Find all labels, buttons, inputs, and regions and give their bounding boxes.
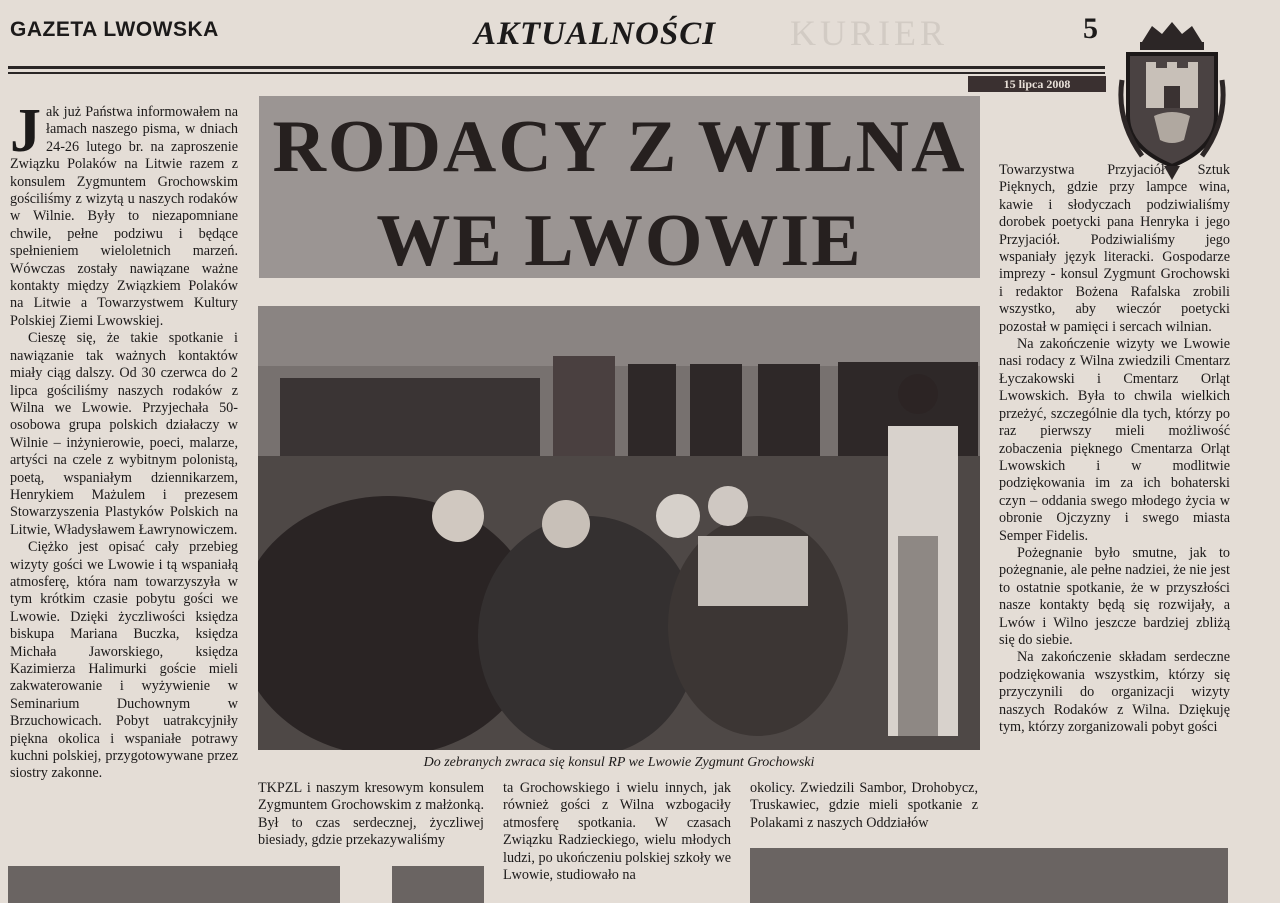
date-stamp: 15 lipca 2008: [968, 76, 1106, 92]
bottom-photo-right: [750, 848, 1228, 903]
drop-cap: J: [10, 97, 41, 165]
page-number: 5: [1083, 12, 1098, 45]
headline-line-1: RODACY Z WILNA: [272, 106, 967, 188]
lwow-coat-of-arms-icon: [1112, 20, 1232, 180]
article-column-5: [999, 162, 1230, 736]
article-column-2: [258, 780, 484, 850]
header-rule-thin: [8, 72, 1105, 74]
masthead: GAZETA LWOWSKA: [10, 18, 219, 41]
paragraph: TKPZL i naszym kresowym konsulem Zygmuntem Grochowskim z małżonką. Był to czas serdecznej, życzliwej biesiady, gdzie przekazywaliśmy: [258, 780, 484, 849]
bottom-photo-left: [8, 866, 340, 903]
article-photo: [258, 306, 980, 750]
header-rule: [8, 66, 1105, 69]
article-column-3: [503, 780, 731, 884]
paragraph: ta Grochowskiego i wielu innych, jak również gości z Wilna wzbogaciły atmosferę spotkania. W czasach Związku Radzieckiego, wielu młodych ludzi, po ukończeniu polskiej szkoły we Lwowie, studiowało na: [503, 780, 731, 884]
bottom-photo-mid: [392, 866, 484, 903]
paragraph: Na zakończenie wizyty we Lwowie nasi rodacy z Wilna zwiedzili Cmentarz Łyczakowski i Cmentarz Orląt Lwowskich. Była to chwila wielkich przeżyć, szczególnie dla tych, którzy po raz pierwszy mieli możliwość zobaczenia pięknego Cmentarza Orląt Lwowskich i w modlitwie podziękowania im za ich bohaterski czyn – oddania swego młodego życia w obronie Ojczyzny i swego miasta Semper Fidelis.: [999, 336, 1230, 544]
section-title: AKTUALNOŚCI: [474, 16, 717, 52]
paragraph: Cieszę się, że takie spotkanie i nawiązanie tak ważnych kontaktów miały ciąg dalszy. Od 30 czerwca do 2 lipca gościliśmy naszych rodaków z Wilna we Lwowie. Przyjechała 50-osobowa grupa polskich działaczy w Wilnie – inżynierowie, poeci, malarze, artyści na czele z wybitnym polonistą, poetą, wspaniałym dziennikarzem, Henrykiem Mażulem i prezesem Stowarzyszenia Plastyków Polskich na Litwie, Władysławem Ławrynowiczem.: [10, 330, 238, 538]
paragraph: Ciężko jest opisać cały przebieg wizyty gości we Lwowie i tą wspaniałą atmosferę, która nam towarzyszyła w tym krótkim czasie pobytu gości we Lwowie. Dzięki życzliwości księdza biskupa Mariana Buczka, księdza Michała Jaworskiego, księdza Kazimierza Halimurki goście mieli zakwaterowanie i wyżywienie w Seminarium Duchownym w Brzuchowicach. Pobyt uatrakcyjniły piękna okolica i wspaniałe potrawy kuchni polskiej, przygotowywane przez siostry zakonne.: [10, 539, 238, 782]
article-headline: [259, 100, 980, 288]
photo-caption: Do zebranych zwraca się konsul RP we Lwowie Zygmunt Grochowski: [423, 755, 815, 770]
photo-illustration: [258, 306, 980, 750]
paragraph: Towarzystwa Przyjaciół Sztuk Pięknych, gdzie przy lampce wina, kawie i słodyczach podziwialiśmy dorobek poetycki pana Henryka i jego Przyjaciół. Podziwialiśmy jego wspaniały język literacki. Gospodarze imprezy - konsul Zygmunt Grochowski i redaktor Bożena Rafalska zrobili wszystko, aby wieczór poetycki pozostał w pamięci i sercach wilnian.: [999, 162, 1230, 335]
article-column-4: [750, 780, 978, 832]
paragraph: ak już Państwa informowałem na łamach naszego pisma, w dniach 24-26 lutego br. na zaproszenie Związku Polaków na Litwie razem z konsulem Zygmuntem Grochowskim gościliśmy z wizytą u naszych rodaków w Wilnie. Były to niezapomniane chwile, pełne podziwu i będące spełnieniem wieloletnich marzeń. Wówczas zostały nawiązane ważne kontakty między Związkiem Polaków na Litwie a Towarzystwem Kultury Polskiej Ziemi Lwowskiej.: [10, 104, 238, 329]
show-through-text: KURIER: [790, 13, 948, 53]
paragraph: okolicy. Zwiedzili Sambor, Drohobycz, Truskawiec, gdzie mieli spotkanie z Polakami z naszych Oddziałów: [750, 780, 978, 831]
headline-line-2: WE LWOWIE: [376, 200, 863, 282]
article-column-1: [10, 97, 238, 783]
paragraph: Na zakończenie składam serdeczne podziękowania wszystkim, którzy się przyczynili do organizacji wizyty naszych Rodaków z Wilna. Dziękuję tym, którzy zorganizowali pobyt gości: [999, 649, 1230, 735]
paragraph: Pożegnanie było smutne, jak to pożegnanie, ale pełne nadziei, że nie jest to ostatnie spotkanie, że w przyszłości nasze kontakty będą się rozwijały, a Lwów i Wilno jeszcze bardziej zbliżą się do siebie.: [999, 544, 1230, 648]
